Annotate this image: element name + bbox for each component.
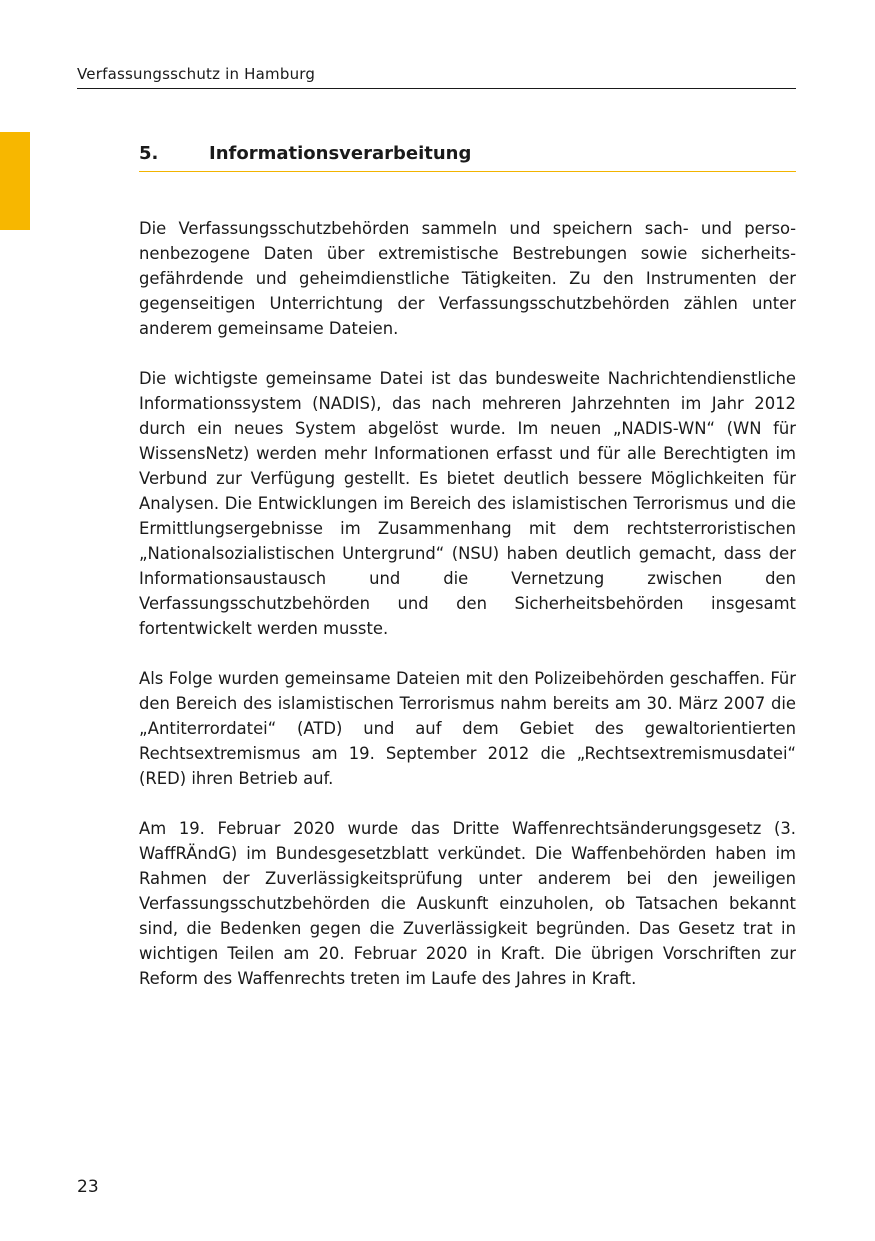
chapter-color-tab: [0, 132, 30, 230]
paragraph: Am 19. Februar 2020 wurde das Dritte Waffenrechtsänderungsgesetz (3. WaffRÄndG) im Bundesgesetzblatt verkündet. Die Waffenbehörden haben im Rahmen der Zuverlässigkeitsprüfung unter anderem bei den jeweiligen Verfassungsschutzbehörden die Auskunft einzuholen, ob Tatsachen bekannt sind, die Bedenken gegen die Zuverlässigkeit begründen. Das Gesetz trat in wichtigen Teilen am 20. Februar 2020 in Kraft. Die übrigen Vorschriften zur Reform des Waffenrechts treten im Laufe des Jahres in Kraft.: [139, 819, 796, 988]
page-number: 23: [77, 1177, 99, 1197]
header-divider: [77, 88, 796, 89]
section-title: Informationsverarbeitung: [209, 143, 472, 164]
paragraph: Die Verfassungsschutzbehörden sammeln und speichern sach- und personenbezogene Daten über extremistische Bestrebungen sowie sicherheitsgefährdende und geheimdienstliche Tätigkeiten. Zu den Instrumenten der gegenseitigen Unterrichtung der Verfassungsschutzbehörden zählen unter anderem gemeinsame Dateien.: [139, 219, 796, 338]
paragraph: Die wichtigste gemeinsame Datei ist das bundesweite Nachrichtendienstliche Informationssystem (NADIS), das nach mehreren Jahrzehnten im Jahr 2012 durch ein neues System abgelöst wurde. Im neuen „NADIS-WN“ (WN für WissensNetz) werden mehr Informationen erfasst und für alle Berechtigten im Verbund zur Verfügung gestellt. Es bietet deutlich bessere Möglichkeiten für Analysen. Die Entwicklungen im Bereich des islamistischen Terrorismus und die Ermittlungsergebnisse im Zusammenhang mit dem rechtsterroristischen „Nationalsozialistischen Untergrund“ (NSU) haben deutlich gemacht, dass der Informationsaustausch und die Vernetzung zwischen den Verfassungsschutzbehörden und den Sicherheitsbehörden insgesamt fortentwickelt werden musste.: [139, 369, 796, 638]
section-number: 5.: [139, 143, 159, 164]
section-heading: [139, 142, 796, 166]
running-header: Verfassungsschutz in Hamburg: [77, 65, 316, 83]
body-text: [139, 216, 796, 1016]
paragraph: Als Folge wurden gemeinsame Dateien mit den Polizeibehörden geschaffen. Für den Bereich des islamistischen Terrorismus nahm bereits am 30. März 2007 die „Antiterrordatei“ (ATD) und auf dem Gebiet des gewaltorientierten Rechtsextremismus am 19. September 2012 die „Rechtsextremismusdatei“ (RED) ihren Betrieb auf.: [139, 669, 796, 788]
heading-underline: [139, 171, 796, 172]
